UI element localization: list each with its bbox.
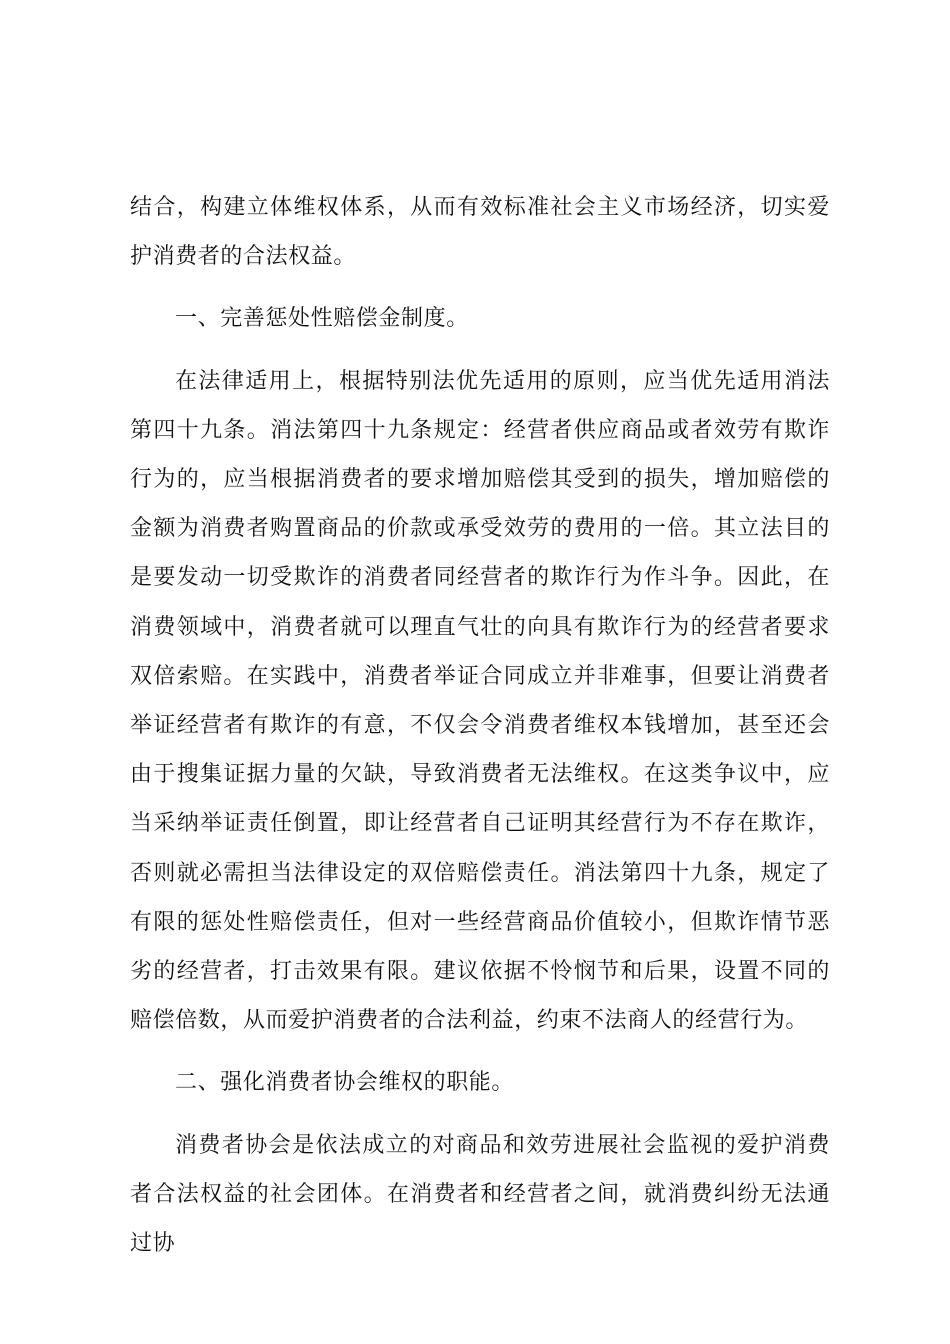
paragraph-gap: [130, 281, 830, 294]
paragraph-gap: [130, 344, 830, 357]
section-heading-1: 一、完善惩处性赔偿金制度。: [175, 306, 469, 332]
paragraph-gap: [130, 1108, 830, 1121]
paragraph-body-1: 在法律适用上，根据特别法优先适用的原则，应当优先适用消法第四十九条。消法第四十九条规定：经营者供应商品或者效劳有欺诈行为的，应当根据消费者的要求增加赔偿其受到的损失，增加赔偿的金额为消费者购置商品的价款或承受效劳的费用的一倍。其立法目的是要发动一切受欺诈的消费者同经营者的欺诈行为作斗争。因此，在消费领域中，消费者就可以理直气壮的向具有欺诈行为的经营者要求双倍索赔。在实践中，消费者举证合同成立并非难事，但要让消费者举证经营者有欺诈的有意，不仅会令消费者维权本钱增加，甚至还会由于搜集证据力量的欠缺，导致消费者无法维权。在这类争议中，应当采纳举证责任倒置，即让经营者自己证明其经营行为不存在欺诈，否则就必需担当法律设定的双倍赔偿责任。消法第四十九条，规定了有限的惩处性赔偿责任，但对一些经营商品价值较小，但欺诈情节恶劣的经营者，打击效果有限。建议依据不怜悯节和后果，设置不同的赔偿倍数，从而爱护消费者的合法利益，约束不法商人的经营行为。: [130, 368, 830, 1034]
document-body: [130, 183, 830, 1268]
paragraph-continuation: 结合，构建立体维权体系，从而有效标准社会主义市场经济，切实爱护消费者的合法权益。: [130, 195, 830, 270]
section-heading-2: 二、强化消费者协会维权的职能。: [175, 1070, 515, 1096]
paragraph-body-2: 消费者协会是依法成立的对商品和效劳进展社会监视的爱护消费者合法权益的社会团体。在消费者和经营者之间，就消费纠纷无法通过协: [130, 1132, 830, 1257]
paragraph-gap: [130, 1045, 830, 1058]
